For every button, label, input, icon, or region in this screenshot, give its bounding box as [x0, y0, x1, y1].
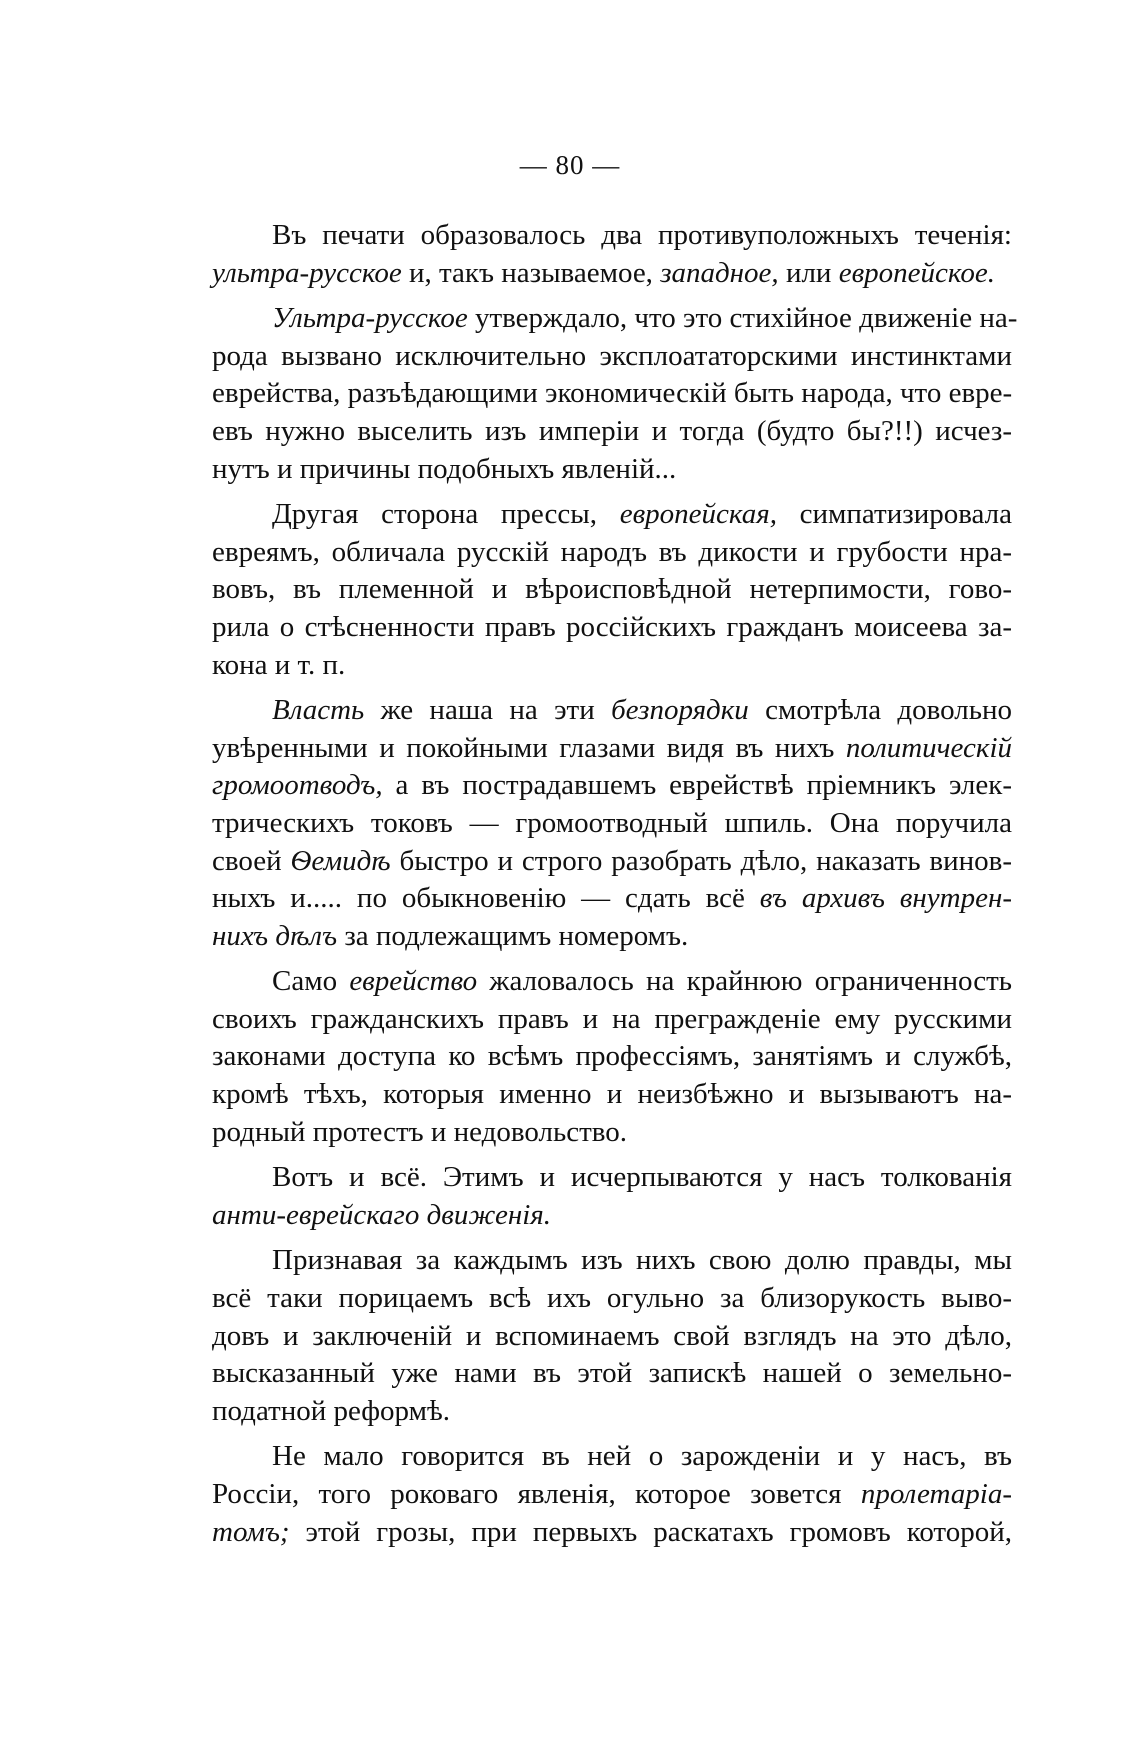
paragraph-gap [212, 1430, 1012, 1438]
text-run: увѣренными и покойными глазами видя въ нихъ [212, 731, 846, 764]
text-run: этой грозы, при первыхъ раскатахъ громовъ которой, [289, 1515, 1012, 1548]
text-run: еврейства, разъѣдающими экономическій быть народа, что евре- [212, 377, 1013, 410]
text-run: рода вызвано исключительно эксплоататорскими инстинктами [212, 339, 1012, 372]
page-number: — 80 — [519, 150, 621, 180]
italic-text: нихъ дѣлъ [212, 919, 338, 952]
text-line [212, 963, 1012, 1001]
text-line [212, 413, 1012, 451]
text-line [212, 1038, 1012, 1076]
text-line [212, 217, 1012, 255]
text-line [212, 496, 1012, 534]
text-run: законами доступа ко всѣмъ профессіямъ, занятіямъ и службѣ, [212, 1040, 1012, 1073]
text-line [212, 451, 1012, 489]
text-run: всё таки порицаемъ всѣ ихъ огульно за близорукость выво- [212, 1282, 1012, 1315]
text-run: своихъ гражданскихъ правъ и на преграждeніе ему русскими [212, 1002, 1012, 1035]
paragraph-gap [212, 1151, 1012, 1159]
text-run: ныхъ и..... по обыкновенію — сдать всё [212, 882, 760, 915]
text-run: рила о стѣсненности правъ россійскихъ гражданъ моисеева за- [212, 610, 1012, 643]
text-line [212, 1001, 1012, 1039]
italic-text: Власть [272, 694, 365, 727]
italic-text: Ультра-русское [272, 302, 468, 335]
italic-text: анти-еврейскаго движенія. [212, 1198, 551, 1231]
paragraph [212, 217, 1012, 292]
text-line [212, 1438, 1012, 1476]
text-run: евреямъ, обличала русскій народъ въ дикости и грубости нра- [212, 535, 1012, 568]
text-line [212, 805, 1012, 843]
text-run: податной реформѣ. [212, 1394, 450, 1427]
text-run: высказанный уже нами въ этой запискѣ нашей о земельно- [212, 1357, 1012, 1390]
text-run: быстро и строго разобрать дѣло, наказать винов- [390, 844, 1012, 877]
text-run: Не мало говорится въ ней о зарожденіи и у насъ, въ [272, 1440, 1012, 1473]
text-run: трическихъ токовъ — громоотводный шпиль. Она поручила [212, 806, 1012, 839]
text-run: Вотъ и всё. Этимъ и исчерпываются у насъ толкованія [272, 1161, 1012, 1194]
italic-text: еврейство [349, 965, 478, 998]
text-run: Признавая за каждымъ изъ нихъ свою долю правды, мы [272, 1244, 1012, 1277]
italic-text: европейское. [838, 256, 995, 289]
text-line [212, 767, 1012, 805]
text-line [212, 1355, 1012, 1393]
text-run: и, такъ называемое, [401, 256, 661, 289]
text-line [212, 1197, 1012, 1235]
text-line [212, 1076, 1012, 1114]
text-line [212, 843, 1012, 881]
italic-text: западное, [660, 256, 779, 289]
text-run: же наша на эти [364, 694, 612, 727]
paragraph [212, 1438, 1012, 1551]
paragraph [212, 1159, 1012, 1234]
text-line [212, 918, 1012, 956]
text-line [212, 1476, 1012, 1514]
text-run: вовъ, въ племенной и вѣроисповѣдной нетерпимости, гово- [212, 573, 1012, 606]
italic-text: томъ; [212, 1515, 290, 1548]
paragraph [212, 1242, 1012, 1430]
paragraph [212, 300, 1018, 488]
text-line [212, 1514, 1012, 1552]
text-run: евъ нужно выселить изъ имперіи и тогда (будто бы?!!) исчез- [212, 414, 1012, 447]
text-line [212, 338, 1012, 376]
paragraph [212, 496, 1012, 684]
text-line [212, 1242, 1012, 1280]
italic-text: громоотводъ, [212, 769, 383, 802]
text-line [212, 1393, 1012, 1431]
text-run: своей [212, 844, 291, 877]
text-run: жаловалось на крайнюю ограниченность [477, 965, 1012, 998]
paragraph-gap [212, 1234, 1012, 1242]
text-line [212, 255, 1012, 293]
text-run: довъ и заключеній и вспоминаемъ свой взглядъ на это дѣло, [212, 1319, 1012, 1352]
italic-text: безпорядки [611, 694, 749, 727]
text-run: Въ печати образовалось два противуположныхъ теченія: [272, 219, 1012, 251]
text-line [212, 730, 1012, 768]
italic-text: въ архивъ внутрен- [759, 882, 1012, 915]
text-line [212, 880, 1012, 918]
text-run: кромѣ тѣхъ, которыя именно и неизбѣжно и вызываютъ на- [212, 1078, 1012, 1111]
italic-text: Ѳемидѣ [290, 844, 391, 877]
text-line [212, 1114, 1012, 1152]
italic-text: пролетаріа- [860, 1478, 1012, 1510]
text-line [212, 1318, 1012, 1356]
paragraph [212, 692, 1012, 955]
text-run: родный протестъ и недовольство. [212, 1115, 628, 1148]
italic-text: европейская, [619, 498, 777, 531]
text-line [212, 647, 1012, 685]
italic-text: ультра-русское [212, 256, 402, 289]
text-line [212, 692, 1012, 730]
text-line [212, 375, 1012, 413]
paragraph-gap [212, 292, 1012, 300]
text-run: Другая сторона прессы, [272, 498, 620, 531]
paragraph-gap [212, 488, 1012, 496]
text-line [212, 609, 1012, 647]
text-run: нутъ и причины подобныхъ явленій... [212, 452, 677, 485]
text-run: смотрѣла довольно [748, 694, 1013, 727]
text-run: а въ пострадавшемъ еврействѣ пріемникъ элек- [382, 769, 1012, 802]
text-run: или [778, 256, 839, 289]
text-line [212, 571, 1012, 609]
paragraph-gap [212, 955, 1012, 963]
text-run: Само [272, 965, 350, 998]
text-run: за подлежащимъ номеромъ. [337, 919, 689, 952]
italic-text: политическій [845, 731, 1012, 764]
text-run: утверждало, что это стихійное движеніе на- [467, 302, 1018, 335]
text-line [212, 534, 1012, 572]
paragraph [212, 963, 1012, 1151]
text-line [212, 1280, 1012, 1318]
paragraph-gap [212, 684, 1012, 692]
text-line [212, 1159, 1012, 1197]
text-line [212, 300, 1018, 338]
text-run: кона и т. п. [212, 648, 346, 681]
text-run: Россіи, того роковаго явленія, которое зовется [212, 1478, 861, 1510]
body-text [212, 217, 1018, 1551]
text-run: симпатизировала [776, 498, 1012, 531]
